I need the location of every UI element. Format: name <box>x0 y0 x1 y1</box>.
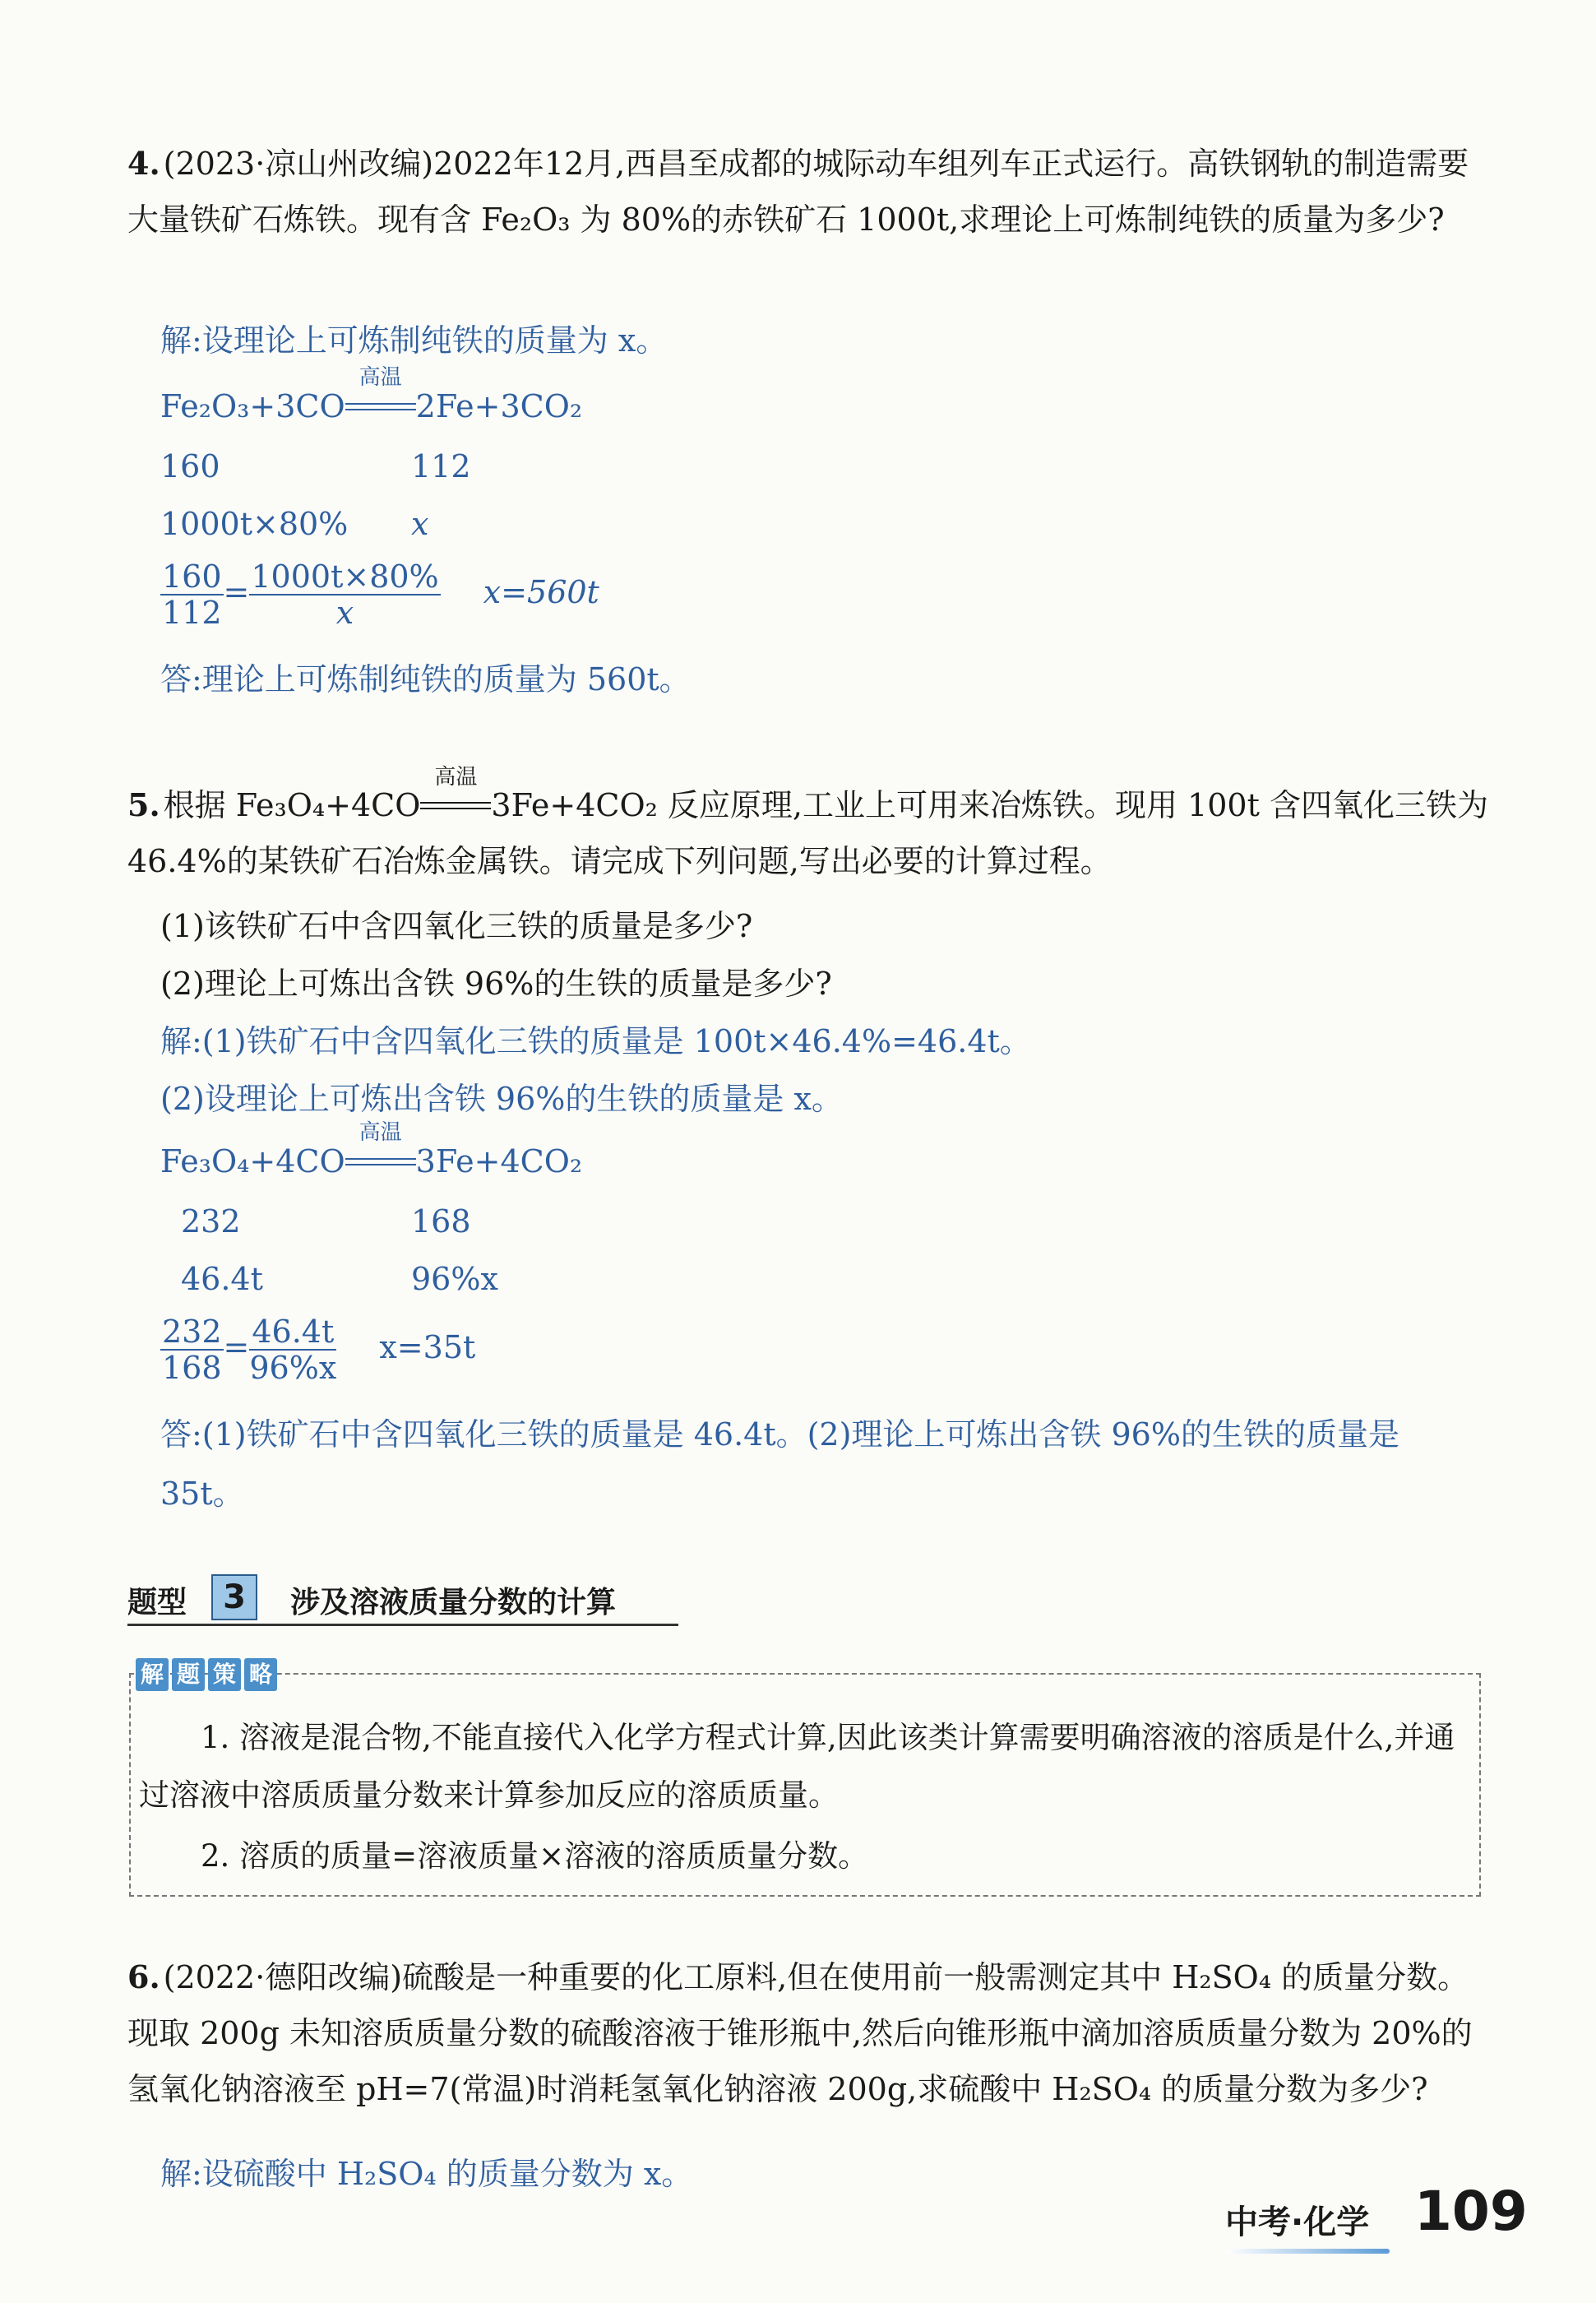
page-footer <box>1225 2180 1528 2262</box>
fraction-right: $\frac{1000t\times 80\%}{x}$ <box>251 558 439 631</box>
section-title: 涉及溶液质量分数的计算 <box>290 1586 617 1620</box>
sub-question-1: (1)该铁矿石中含四氧化三铁的质量是多少? <box>160 908 753 944</box>
subject-label: 中考·化学 <box>1225 2203 1370 2241</box>
molar-mass-left: 232 <box>181 1203 241 1240</box>
result: x=560t <box>483 573 599 610</box>
question-number: 5. <box>127 786 160 823</box>
question-number: 4. <box>127 145 160 182</box>
sub-question-2: (2)理论上可炼出含铁 96%的生铁的质量是多少? <box>160 966 832 1002</box>
question-stem: (2022·德阳改编)硫酸是一种重要的化工原料,但在使用前一般需测定其中 H₂SO₄ 的质量分数。现取 200g 未知溶质质量分数的硫酸溶液于锥形瓶中,然后向锥形瓶中滴加溶质质量分数为 20%的氢氧化钠溶液至 pH=7(常温)时消耗氢氧化钠溶液 200g,求硫酸中 H₂SO₄ 的质量分数为多少? <box>127 1959 1473 2107</box>
strategy-tag-char: 解 <box>136 1658 169 1691</box>
answer: 答:(1)铁矿石中含四氧化三铁的质量是 46.4t。(2)理论上可炼出含铁 96%的生铁的质量是 35t。 <box>160 1416 1399 1512</box>
equation-arrow <box>420 765 491 833</box>
question-stem-part1: 根据 Fe₃O₄+4CO <box>163 787 421 823</box>
equation-reactants: Fe₂O₃+3CO <box>160 388 345 424</box>
fraction-left: $\frac{232}{168}$ <box>162 1314 222 1386</box>
result: x=35t <box>379 1328 476 1365</box>
reaction-condition: 高温 <box>359 1120 402 1145</box>
molar-mass-right: 112 <box>411 448 471 484</box>
solution-part-2: (2)设理论上可炼出含铁 96%的生铁的质量是 x。 <box>160 1081 843 1117</box>
section-number-badge: 3 <box>211 1574 257 1620</box>
answer: 答:理论上可炼制纯铁的质量为 560t。 <box>160 661 691 697</box>
actual-mass-left: 1000t×80% <box>160 506 349 542</box>
actual-mass-right: 96%x <box>411 1261 498 1297</box>
strategy-item-2: 2. 溶质的质量=溶液质量×溶液的溶质质量分数。 <box>201 1838 869 1874</box>
chemical-equation <box>160 1120 583 1179</box>
actual-mass-left: 46.4t <box>181 1261 263 1297</box>
solution-setup: 解:设硫酸中 H₂SO₄ 的质量分数为 x。 <box>160 2156 693 2192</box>
question-stem: (2023·凉山州改编)2022年12月,西昌至成都的城际动车组列车正式运行。高铁钢轨的制造需要大量铁矿石炼铁。现有含 Fe₂O₃ 为 80%的赤铁矿石 1000t,求理论上可炼制纯铁的质量为多少? <box>127 146 1469 238</box>
molar-mass-right: 168 <box>411 1203 471 1240</box>
question-6 <box>127 1949 1492 2117</box>
molar-mass-left: 160 <box>160 448 220 484</box>
question-stem-part2: 3Fe+4CO₂ 反应原理,工业上可用来冶炼铁。现用 100t 含四氧化三铁为 46.4%的某铁矿石冶炼金属铁。请完成下列问题,写出必要的计算过程。 <box>127 787 1488 879</box>
fraction-left: $\frac{160}{112}$ <box>162 558 222 631</box>
chemical-equation <box>160 365 583 424</box>
equation-products: 2Fe+3CO₂ <box>415 388 583 424</box>
question-4 <box>127 136 1492 248</box>
reaction-condition: 高温 <box>434 765 478 790</box>
strategy-item-1: 1. 溶液是混合物,不能直接代入化学方程式计算,因此该类计算需要明确溶液的溶质是什么,并通过溶液中溶质质量分数来计算参加反应的溶质质量。 <box>139 1720 1455 1813</box>
equation-arrow <box>345 1120 416 1179</box>
strategy-tag-char: 策 <box>208 1658 241 1691</box>
section-label: 题型 <box>127 1586 187 1620</box>
question-number: 6. <box>127 1958 160 1995</box>
footer-swoosh <box>1225 2249 1390 2254</box>
solution-setup: 解:设理论上可炼制纯铁的质量为 x。 <box>160 322 668 359</box>
equation-arrow <box>345 365 416 424</box>
equals-sign: = <box>223 573 250 610</box>
strategy-tag <box>136 1658 277 1691</box>
equals-sign: = <box>223 1328 250 1365</box>
strategy-tag-char: 题 <box>172 1658 205 1691</box>
equation-reactants: Fe₃O₄+4CO <box>160 1143 345 1179</box>
page-number: 109 <box>1414 2180 1528 2243</box>
proportion <box>160 559 599 630</box>
question-5 <box>127 765 1492 889</box>
strategy-box <box>129 1661 1481 1897</box>
proportion <box>160 1314 475 1385</box>
fraction-right: $\frac{46.4t}{96\%x}$ <box>249 1314 337 1386</box>
section-header <box>127 1573 678 1626</box>
reaction-condition: 高温 <box>359 365 402 390</box>
solution-part-1: 解:(1)铁矿石中含四氧化三铁的质量是 100t×46.4%=46.4t。 <box>160 1023 1031 1059</box>
equation-products: 3Fe+4CO₂ <box>415 1143 583 1179</box>
actual-mass-right: x <box>411 506 429 542</box>
strategy-tag-char: 略 <box>244 1658 277 1691</box>
